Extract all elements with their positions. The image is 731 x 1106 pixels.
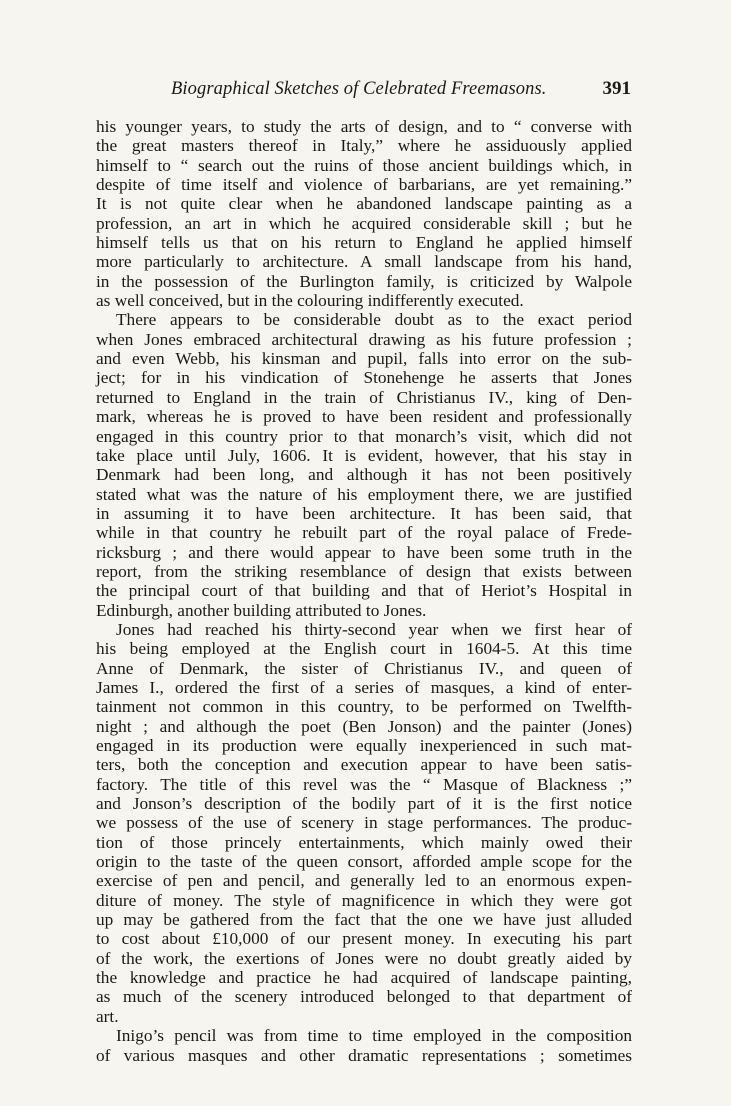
text-line: diture of money. The style of magnificence in which they were got <box>96 890 632 910</box>
running-head <box>171 78 631 106</box>
text-line: and even Webb, his kinsman and pupil, falls into error on the sub- <box>96 349 632 369</box>
text-line: James I., ordered the first of a series of masques, a kind of enter- <box>96 677 632 697</box>
text-line: Inigo’s pencil was from time to time employed in the composition <box>116 1026 632 1046</box>
text-line: factory. The title of this revel was the “ Masque of Blackness ;” <box>96 774 632 794</box>
text-line: report, from the striking resemblance of design that exists between <box>96 561 632 581</box>
text-line: There appears to be considerable doubt as to the exact period <box>116 310 632 330</box>
text-line: despite of time itself and violence of barbarians, are yet remaining.” <box>96 175 632 195</box>
text-line: ricksburg ; and there would appear to have been some truth in the <box>96 542 632 562</box>
page-number: 391 <box>602 78 631 99</box>
text-line: origin to the taste of the queen consort, afforded ample scope for the <box>96 852 632 872</box>
text-line: exercise of pen and pencil, and generally led to an enormous expen- <box>96 871 632 891</box>
text-line: Anne of Denmark, the sister of Christianus IV., and queen of <box>96 658 632 678</box>
text-line: while in that country he rebuilt part of the royal palace of Frede- <box>96 523 632 543</box>
text-line: tion of those princely entertainments, which mainly owed their <box>96 832 632 852</box>
text-line: more particularly to architecture. A small landscape from his hand, <box>96 252 632 272</box>
text-line: in the possession of the Burlington family, is criticized by Walpole <box>96 271 632 291</box>
text-line: art. <box>96 1006 119 1026</box>
text-line: when Jones embraced architectural drawing as his future profession ; <box>96 329 632 349</box>
text-line: the principal court of that building and that of Heriot’s Hospital in <box>96 581 632 601</box>
text-line: his younger years, to study the arts of design, and to “ converse with <box>96 117 632 136</box>
body-text <box>96 117 632 1065</box>
text-line: himself tells us that on his return to England he applied himself <box>96 233 632 253</box>
text-line: up may be gathered from the fact that the one we have just alluded <box>96 910 632 930</box>
text-line: to cost about £10,000 of our present money. In executing his part <box>96 929 632 949</box>
text-line: and Jonson’s description of the bodily part of it is the first notice <box>96 794 632 814</box>
text-line: his being employed at the English court in 1604-5. At this time <box>96 639 632 659</box>
text-line: stated what was the nature of his employment there, we are justified <box>96 484 632 504</box>
text-line: the knowledge and practice he had acquired of landscape painting, <box>96 968 632 988</box>
text-line: Jones had reached his thirty-second year when we first hear of <box>116 619 632 639</box>
text-line: take place until July, 1606. It is evident, however, that his stay in <box>96 445 632 465</box>
text-line: ters, both the conception and execution appear to have been satis- <box>96 755 632 775</box>
text-line: returned to England in the train of Christianus IV., king of Den- <box>96 387 632 407</box>
text-line: as well conceived, but in the colouring indifferently executed. <box>96 291 524 311</box>
text-line: of the work, the exertions of Jones were no doubt greatly aided by <box>96 948 632 968</box>
text-line: as much of the scenery introduced belonged to that department of <box>96 987 632 1007</box>
text-line: of various masques and other dramatic representations ; sometimes <box>96 1045 632 1065</box>
text-line: Denmark had been long, and although it has not been positively <box>96 465 632 485</box>
text-line: we possess of the use of scenery in stage performances. The produc- <box>96 813 632 833</box>
text-line: in assuming it to have been architecture. It has been said, that <box>96 503 632 523</box>
text-line: tainment not common in this country, to be performed on Twelfth- <box>96 697 632 717</box>
text-line: ject; for in his vindication of Stonehenge he asserts that Jones <box>96 368 632 388</box>
text-line: Edinburgh, another building attributed to Jones. <box>96 600 427 620</box>
text-line: mark, whereas he is proved to have been resident and professionally <box>96 407 632 427</box>
text-line: himself to “ search out the ruins of those ancient buildings which, in <box>96 155 632 175</box>
text-line: profession, an art in which he acquired considerable skill ; but he <box>96 213 632 233</box>
text-line: engaged in its production were equally inexperienced in such mat- <box>96 736 632 755</box>
text-line: It is not quite clear when he abandoned landscape painting as a <box>96 194 632 214</box>
running-title: Biographical Sketches of Celebrated Freemasons. <box>171 79 547 99</box>
text-line: night ; and although the poet (Ben Jonson) and the painter (Jones) <box>96 716 632 736</box>
text-line: the great masters thereof in Italy,” where he assiduously applied <box>96 136 632 156</box>
text-line: engaged in this country prior to that monarch’s visit, which did not <box>96 426 632 446</box>
